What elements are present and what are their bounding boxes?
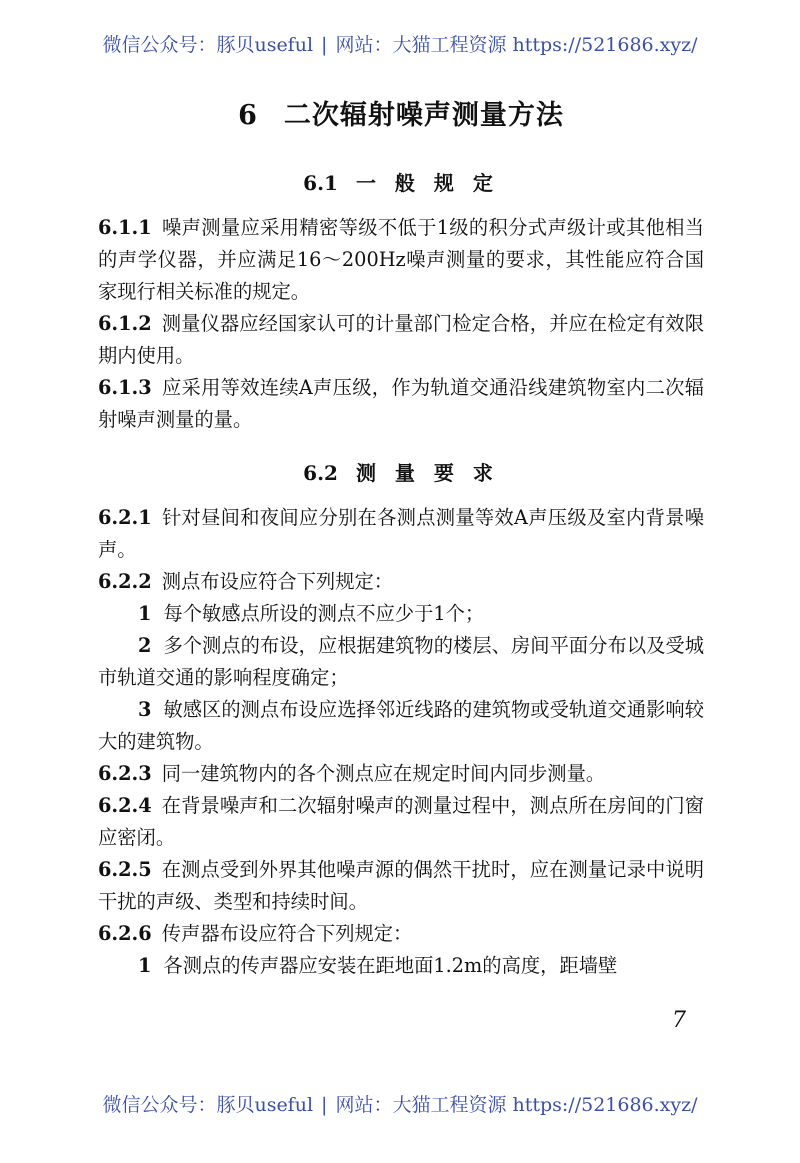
watermark-left-text: 微信公众号：豚贝useful	[102, 34, 314, 56]
item-text: 各测点的传声器应安装在距地面1.2m的高度，距墙壁	[163, 954, 618, 977]
item-text: 多个测点的布设，应根据建筑物的楼层、房间平面分布以及受城市轨道交通的影响程度确定；	[98, 634, 704, 689]
section-heading-6-1	[98, 168, 704, 198]
clause-number: 6.2.6	[98, 922, 152, 945]
clause-6-2-5	[98, 854, 704, 918]
watermark-separator: |	[321, 1094, 328, 1116]
clause-text: 传声器布设应符合下列规定：	[161, 922, 413, 945]
clause-6-2-2	[98, 566, 704, 598]
clause-number: 6.2.1	[98, 506, 152, 529]
clause-6-2-2-item-1	[98, 598, 704, 630]
chapter-number: 6	[238, 100, 258, 131]
clause-text: 同一建筑物内的各个测点应在规定时间内同步测量。	[161, 762, 606, 785]
clause-number: 6.2.4	[98, 794, 152, 817]
clause-6-2-6-item-1	[98, 950, 704, 982]
item-number: 1	[138, 954, 152, 977]
section-title: 一 般 规 定	[355, 171, 499, 195]
watermark-left-text: 微信公众号：豚贝useful	[102, 1094, 314, 1116]
clause-number: 6.2.2	[98, 570, 152, 593]
clause-6-2-3	[98, 758, 704, 790]
item-text: 敏感区的测点布设应选择邻近线路的建筑物或受轨道交通影响较大的建筑物。	[98, 698, 704, 753]
clause-6-2-2-item-3	[98, 694, 704, 758]
section-number: 6.1	[303, 171, 338, 195]
clause-6-1-3	[98, 372, 704, 436]
clause-text: 应采用等效连续A声压级，作为轨道交通沿线建筑物室内二次辐射噪声测量的量。	[98, 376, 704, 431]
clause-number: 6.1.1	[98, 216, 152, 239]
clause-6-2-6	[98, 918, 704, 950]
watermark-top	[0, 30, 800, 57]
section-heading-6-2	[98, 458, 704, 488]
clause-number: 6.1.3	[98, 376, 152, 399]
clause-number: 6.2.3	[98, 762, 152, 785]
clause-6-2-4	[98, 790, 704, 854]
page-content	[98, 96, 704, 982]
clause-text: 在测点受到外界其他噪声源的偶然干扰时，应在测量记录中说明干扰的声级、类型和持续时间。	[98, 858, 704, 913]
chapter-title	[98, 96, 704, 136]
clause-6-2-2-item-2	[98, 630, 704, 694]
clause-text: 在背景噪声和二次辐射噪声的测量过程中，测点所在房间的门窗应密闭。	[98, 794, 704, 849]
clause-number: 6.1.2	[98, 312, 152, 335]
page-number: 7	[672, 1008, 686, 1033]
watermark-right-text: 网站：大猫工程资源 https://521686.xyz/	[335, 1094, 698, 1116]
clause-6-1-1	[98, 212, 704, 308]
clause-6-1-2	[98, 308, 704, 372]
item-number: 3	[138, 698, 152, 721]
watermark-separator: |	[321, 34, 328, 56]
item-text: 每个敏感点所设的测点不应少于1个；	[163, 602, 485, 625]
chapter-title-text: 二次辐射噪声测量方法	[283, 100, 564, 131]
clause-number: 6.2.5	[98, 858, 152, 881]
section-title: 测 量 要 求	[355, 461, 499, 485]
clause-text: 测量仪器应经国家认可的计量部门检定合格，并应在检定有效限期内使用。	[98, 312, 704, 367]
clause-text: 噪声测量应采用精密等级不低于1级的积分式声级计或其他相当的声学仪器，并应满足16～200Hz噪声测量的要求，其性能应符合国家现行相关标准的规定。	[98, 216, 704, 303]
watermark-right-text: 网站：大猫工程资源 https://521686.xyz/	[335, 34, 698, 56]
item-number: 1	[138, 602, 152, 625]
clause-6-2-1	[98, 502, 704, 566]
clause-text: 针对昼间和夜间应分别在各测点测量等效A声压级及室内背景噪声。	[98, 506, 704, 561]
section-number: 6.2	[303, 461, 338, 485]
item-number: 2	[138, 634, 152, 657]
clause-text: 测点布设应符合下列规定：	[161, 570, 394, 593]
watermark-bottom	[0, 1090, 800, 1117]
